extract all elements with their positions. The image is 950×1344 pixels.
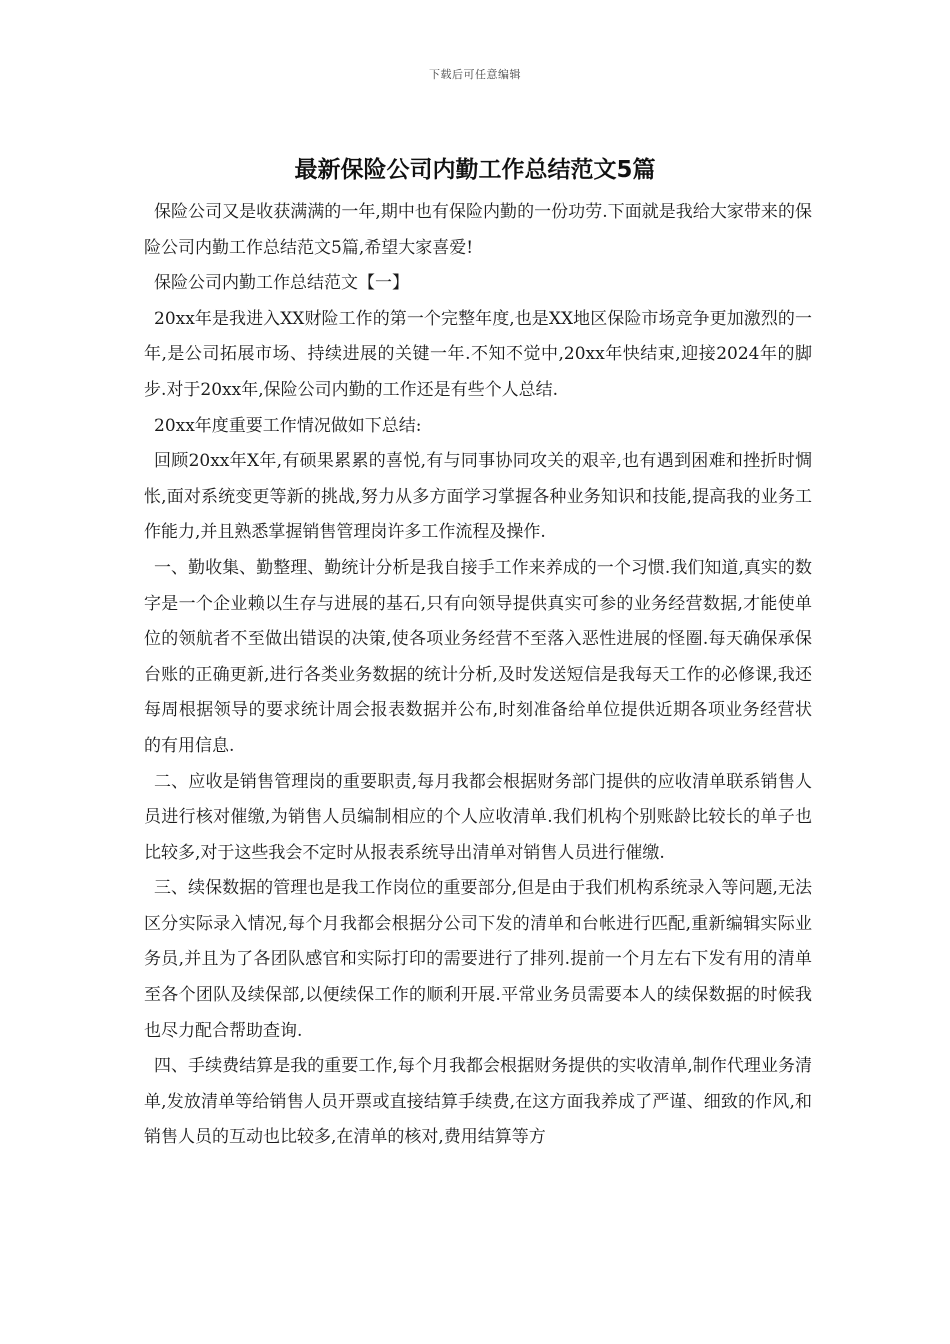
paragraph-intro: 保险公司又是收获满满的一年,期中也有保险内勤的一份功劳.下面就是我给大家带来的保险公司内勤工作总结范文5篇,希望大家喜爱! [144, 202, 812, 258]
header-note: 下载后可任意编辑 [429, 68, 521, 81]
paragraph: 20xx年是我进入XX财险工作的第一个完整年度,也是XX地区保险市场竞争更加激烈的一年,是公司拓展市场、持续进展的关键一年.不知不觉中,20xx年快结束,迎接2024年的脚步.对于20xx年,保险公司内勤的工作还是有些个人总结. [144, 308, 812, 400]
paragraph: 20xx年度重要工作情况做如下总结: [154, 415, 422, 436]
document-body [144, 195, 812, 1156]
section-heading: 保险公司内勤工作总结范文【一】 [154, 273, 409, 294]
paragraph-item-2: 二、应收是销售管理岗的重要职责,每月我都会根据财务部门提供的应收清单联系销售人员进行核对催缴,为销售人员编制相应的个人应收清单.我们机构个别账龄比较长的单子也比较多,对于这些我会不定时从报表系统导出清单对销售人员进行催缴. [144, 771, 812, 863]
paragraph: 回顾20xx年X年,有硕果累累的喜悦,有与同事协同攻关的艰辛,也有遇到困难和挫折时惆怅,面对系统变更等新的挑战,努力从多方面学习掌握各种业务知识和技能,提高我的业务工作能力,并且熟悉掌握销售管理岗许多工作流程及操作. [144, 451, 812, 543]
paragraph-item-4: 四、手续费结算是我的重要工作,每个月我都会根据财务提供的实收清单,制作代理业务清单,发放清单等给销售人员开票或直接结算手续费,在这方面我养成了严谨、细致的作风,和销售人员的互动也比较多,在清单的核对,费用结算等方 [144, 1056, 812, 1148]
document-title: 最新保险公司内勤工作总结范文5篇 [294, 157, 656, 183]
paragraph-item-1: 一、勤收集、勤整理、勤统计分析是我自接手工作来养成的一个习惯.我们知道,真实的数字是一个企业赖以生存与进展的基石,只有向领导提供真实可参的业务经营数据,才能使单位的领航者不至做出错误的决策,使各项业务经营不至落入恶性进展的怪圈.每天确保承保台账的正确更新,进行各类业务数据的统计分析,及时发送短信是我每天工作的必修课,我还每周根据领导的要求统计周会报表数据并公布,时刻准备给单位提供近期各项业务经营状的有用信息. [144, 557, 812, 756]
paragraph-item-3: 三、续保数据的管理也是我工作岗位的重要部分,但是由于我们机构系统录入等问题,无法区分实际录入情况,每个月我都会根据分公司下发的清单和台帐进行匹配,重新编辑实际业务员,并且为了各团队感官和实际打印的需要进行了排列.提前一个月左右下发有用的清单至各个团队及续保部,以便续保工作的顺利开展.平常业务员需要本人的续保数据的时候我也尽力配合帮助查询. [144, 878, 812, 1041]
